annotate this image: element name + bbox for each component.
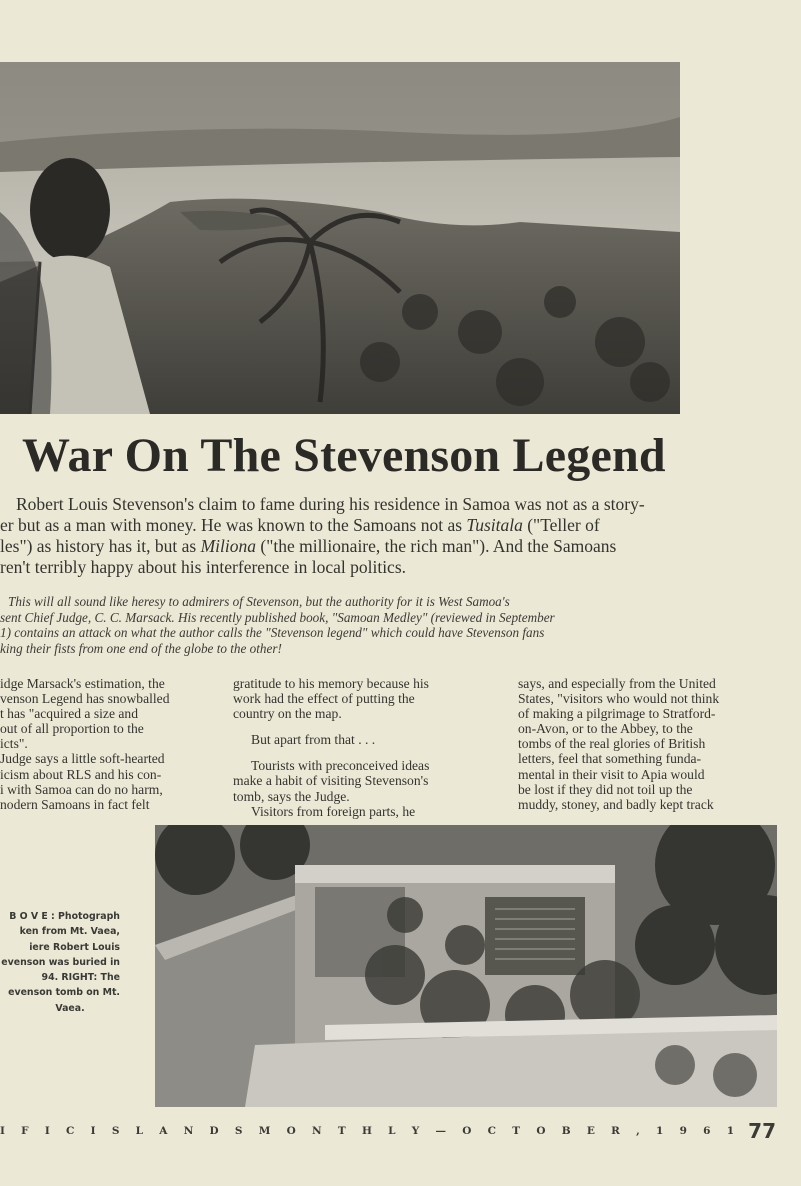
editor-note-line: sent Chief Judge, C. C. Marsack. His recently published book, "Samoan Medley" (reviewed in September: [0, 609, 555, 625]
column-line: out of all proportion to the: [0, 721, 144, 737]
tomb-photo-icon: [155, 825, 777, 1107]
publication-line: I F I C I S L A N D S M O N T H L Y — O C T O B E R , 1 9 6 1: [0, 1125, 741, 1137]
page-footer: [0, 1121, 780, 1145]
coast-photo-icon: [0, 62, 680, 414]
text-column-3: [518, 676, 782, 812]
intro-line: Robert Louis Stevenson's claim to fame during his residence in Samoa was not as a story-: [16, 494, 645, 514]
miliona-term: Miliona: [200, 536, 257, 556]
photo-caption: [0, 909, 120, 1016]
editor-note-line: 1) contains an attack on what the author calls the "Stevenson legend" which could have Stevenson fans: [0, 625, 545, 640]
caption-line: Vaea.: [55, 1002, 85, 1014]
tomb-photograph: [155, 825, 777, 1107]
page-number: 77: [748, 1119, 776, 1143]
tusitala-term: Tusitala: [466, 515, 523, 535]
column-line: letters, feel that something funda-: [518, 751, 702, 767]
column-line: Visitors from foreign parts, he: [251, 803, 416, 819]
column-line: icts".: [0, 736, 28, 752]
column-line: be lost if they did not toil up the: [518, 781, 693, 797]
caption-line: evenson was buried in: [1, 956, 120, 968]
column-line: t has "acquired a size and: [0, 706, 139, 722]
caption-line: 94. RIGHT: The: [41, 972, 120, 984]
caption-line: iere Robert Louis: [29, 941, 120, 953]
coast-photograph: [0, 62, 680, 414]
column-line: tombs of the real glories of British: [518, 736, 706, 752]
column-line: work had the effect of putting the: [233, 691, 415, 707]
column-line: But apart from that . . .: [251, 732, 376, 748]
column-line: tomb, says the Judge.: [233, 788, 350, 804]
column-line: gratitude to his memory because his: [233, 676, 429, 691]
column-line: Judge says a little soft-hearted: [0, 751, 165, 767]
column-line: muddy, stoney, and badly kept track: [518, 796, 714, 812]
caption-line: B O V E : Photograph: [9, 911, 120, 922]
column-line: venson Legend has snowballed: [0, 691, 170, 707]
column-line: country on the map.: [233, 706, 342, 722]
text-column-2: [233, 676, 501, 819]
column-line: nodern Samoans in fact felt: [0, 796, 150, 812]
column-line: says, and especially from the United: [518, 676, 716, 691]
caption-line: evenson tomb on Mt.: [8, 987, 120, 999]
intro-line: les") as history has it, but as Miliona ("the millionaire, the rich man"). And the Samoans: [0, 536, 617, 556]
column-line: make a habit of visiting Stevenson's: [233, 773, 429, 789]
column-line: Tourists with preconceived ideas: [251, 758, 430, 774]
column-line: on-Avon, or to the Abbey, to the: [518, 721, 693, 737]
editor-note: [0, 594, 770, 656]
column-line: i with Samoa can do no harm,: [0, 781, 163, 797]
column-line: States, "visitors who would not think: [518, 691, 720, 707]
column-line: idge Marsack's estimation, the: [0, 676, 165, 691]
intro-line: ren't terribly happy about his interference in local politics.: [0, 557, 407, 577]
article-intro: [0, 494, 770, 578]
text-column-1: [0, 676, 214, 812]
intro-line: er but as a man with money. He was known to the Samoans not as Tusitala ("Teller of: [0, 515, 600, 535]
column-line: icism about RLS and his con-: [0, 766, 162, 782]
article-headline: War On The Stevenson Legend: [22, 429, 666, 482]
column-line: mental in their visit to Apia would: [518, 766, 705, 782]
editor-note-line: This will all sound like heresy to admirers of Stevenson, but the authority for it is West Samoa's: [8, 594, 510, 609]
editor-note-line: king their fists from one end of the globe to the other!: [0, 640, 282, 656]
caption-line: ken from Mt. Vaea,: [19, 926, 120, 938]
column-line: of making a pilgrimage to Stratford-: [518, 706, 716, 722]
